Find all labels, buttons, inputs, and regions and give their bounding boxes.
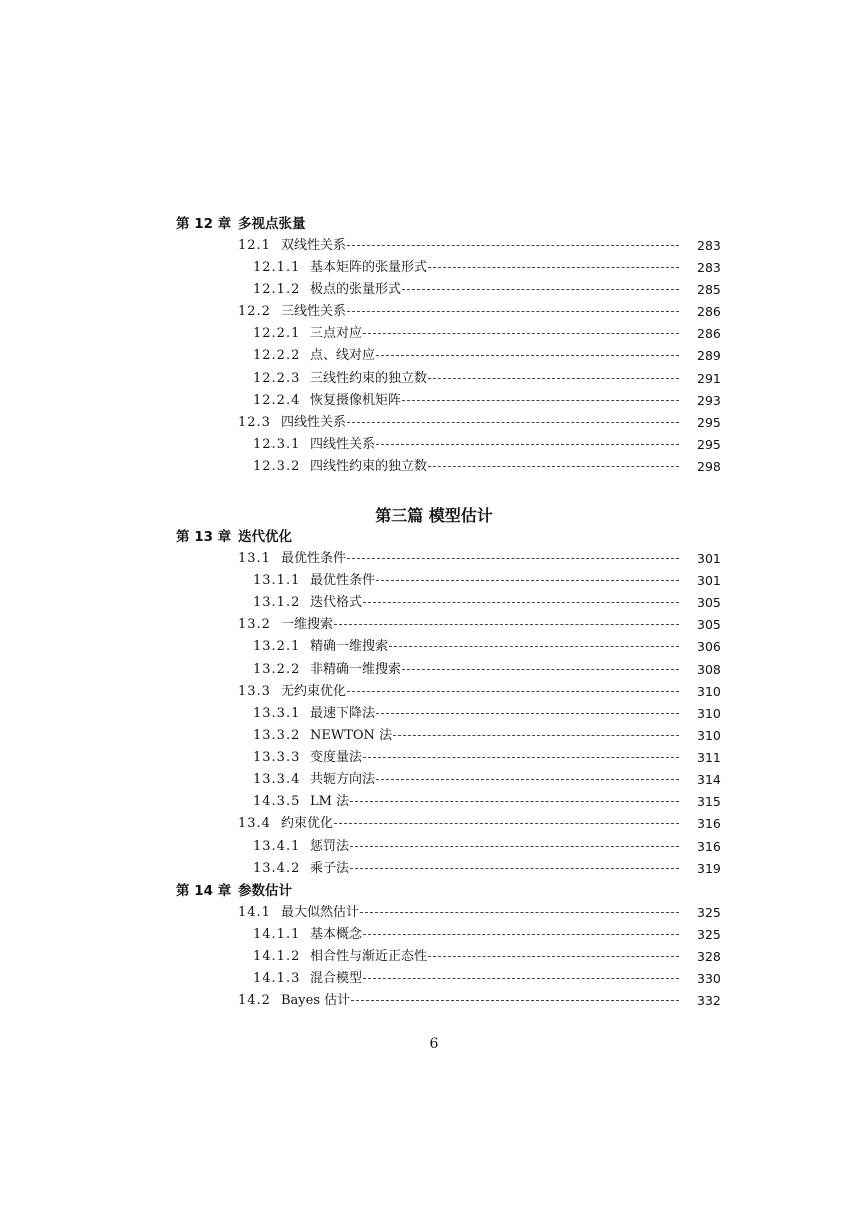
entry-title: 约束优化: [281, 816, 334, 831]
entry-title: 最速下降法: [310, 706, 376, 721]
entry-number: 13.1: [238, 551, 271, 566]
entry-page-number: 295: [697, 437, 721, 452]
subsection-entry: [253, 434, 719, 456]
entry-number: 12.2.3: [253, 371, 301, 386]
dot-leader: [376, 580, 679, 581]
subsection-entry: [253, 323, 719, 345]
entry-number: 13.2.2: [253, 662, 301, 677]
entry-title: 混合模型: [310, 971, 363, 986]
entry-page-number: 330: [697, 971, 721, 986]
chapter-title: 参数估计: [238, 883, 292, 899]
entry-title: 乘子法: [310, 861, 350, 876]
entry-page-number: 306: [697, 639, 721, 654]
dot-leader: [363, 757, 679, 758]
subsection-entry: [253, 858, 719, 880]
section-entry: [238, 614, 719, 636]
entry-page-number: 291: [697, 371, 721, 386]
entry-title: 变度量法: [310, 750, 363, 765]
dot-leader: [347, 691, 679, 692]
entry-title: 四线性约束的独立数: [310, 459, 428, 474]
entry-title: 基本矩阵的张量形式: [310, 260, 428, 275]
section-entry: [238, 902, 719, 924]
entry-number: 13.2: [238, 617, 271, 632]
entry-number: 13.3.2: [253, 728, 301, 743]
entry-page-number: 319: [697, 861, 721, 876]
dot-leader: [360, 912, 679, 913]
entry-page-number: 286: [697, 326, 721, 341]
entry-page-number: 316: [697, 839, 721, 854]
subsection-entry: [253, 968, 719, 990]
chapter-heading: [176, 213, 306, 235]
entry-page-number: 308: [697, 662, 721, 677]
dot-leader: [347, 558, 679, 559]
chapter-number: 第 12 章: [176, 216, 232, 232]
entry-number: 13.4.1: [253, 839, 301, 854]
entry-page-number: 325: [697, 927, 721, 942]
entry-number: 13.3: [238, 684, 271, 699]
entry-page-number: 310: [697, 684, 721, 699]
entry-title: 四线性关系: [310, 437, 376, 452]
part-heading: 第三篇 模型估计: [375, 506, 493, 525]
entry-title: 最优性条件: [310, 573, 376, 588]
entry-title: Bayes 估计: [281, 993, 351, 1008]
subsection-entry: [253, 570, 719, 592]
subsection-entry: [253, 345, 719, 367]
entry-number: 13.3.3: [253, 750, 301, 765]
dot-leader: [376, 713, 679, 714]
entry-page-number: 283: [697, 260, 721, 275]
entry-number: 14.1.3: [253, 971, 301, 986]
subsection-entry: [253, 592, 719, 614]
dot-leader: [428, 466, 679, 467]
dot-leader: [428, 378, 679, 379]
dot-leader: [428, 267, 679, 268]
entry-title: 双线性关系: [281, 238, 347, 253]
entry-number: 13.4.2: [253, 861, 301, 876]
entry-number: 14.2: [238, 993, 271, 1008]
entry-number: 12.1.2: [253, 282, 301, 297]
entry-number: 13.3.4: [253, 772, 301, 787]
entry-title: 一维搜索: [281, 617, 334, 632]
chapter-heading: [176, 526, 292, 548]
entry-page-number: 301: [697, 551, 721, 566]
entry-title: 四线性关系: [281, 415, 347, 430]
entry-page-number: 316: [697, 816, 721, 831]
entry-title: 极点的张量形式: [310, 282, 402, 297]
entry-number: 12.2.2: [253, 348, 301, 363]
dot-leader: [363, 602, 679, 603]
entry-title: 三线性约束的独立数: [310, 371, 428, 386]
dot-leader: [402, 289, 679, 290]
entry-page-number: 285: [697, 282, 721, 297]
dot-leader: [402, 400, 679, 401]
entry-page-number: 305: [697, 595, 721, 610]
subsection-entry: [253, 924, 719, 946]
chapter-title: 迭代优化: [238, 529, 292, 545]
subsection-entry: [253, 769, 719, 791]
entry-number: 12.1.1: [253, 260, 301, 275]
page-number: 6: [429, 1036, 439, 1052]
dot-leader: [351, 1000, 679, 1001]
entry-number: 14.1.1: [253, 927, 301, 942]
entry-page-number: 314: [697, 772, 721, 787]
entry-title: 基本概念: [310, 927, 363, 942]
entry-number: 14.3.5: [253, 794, 301, 809]
entry-number: 12.3.2: [253, 459, 301, 474]
dot-leader: [363, 333, 679, 334]
subsection-entry: [253, 946, 719, 968]
dot-leader: [347, 422, 679, 423]
entry-page-number: 315: [697, 794, 721, 809]
dot-leader: [334, 823, 679, 824]
chapter-number: 第 14 章: [176, 883, 232, 899]
section-entry: [238, 681, 719, 703]
dot-leader: [376, 355, 679, 356]
entry-number: 14.1: [238, 905, 271, 920]
subsection-entry: [253, 836, 719, 858]
entry-title: 恢复摄像机矩阵: [310, 393, 402, 408]
entry-title: 无约束优化: [281, 684, 347, 699]
entry-title: 点、线对应: [310, 348, 376, 363]
subsection-entry: [253, 659, 719, 681]
entry-page-number: 310: [697, 706, 721, 721]
chapter-heading: [176, 880, 292, 902]
entry-number: 12.2.4: [253, 393, 301, 408]
entry-title: 三点对应: [310, 326, 363, 341]
dot-leader: [376, 779, 679, 780]
dot-leader: [350, 801, 679, 802]
entry-page-number: 301: [697, 573, 721, 588]
entry-title: NEWTON 法: [310, 728, 393, 743]
entry-title: LM 法: [310, 794, 350, 809]
dot-leader: [393, 735, 679, 736]
subsection-entry: [253, 791, 719, 813]
dot-leader: [389, 646, 679, 647]
entry-page-number: 295: [697, 415, 721, 430]
section-entry: [238, 548, 719, 570]
entry-title: 惩罚法: [310, 839, 350, 854]
entry-title: 三线性关系: [281, 304, 347, 319]
subsection-entry: [253, 725, 719, 747]
subsection-entry: [253, 390, 719, 412]
section-entry: [238, 990, 719, 1012]
entry-number: 13.1.1: [253, 573, 301, 588]
entry-number: 13.3.1: [253, 706, 301, 721]
dot-leader: [334, 624, 679, 625]
dot-leader: [350, 868, 679, 869]
entry-page-number: 328: [697, 949, 721, 964]
entry-number: 13.1.2: [253, 595, 301, 610]
section-entry: [238, 235, 719, 257]
entry-title: 非精确一维搜索: [310, 662, 402, 677]
entry-title: 共轭方向法: [310, 772, 376, 787]
dot-leader: [376, 444, 679, 445]
entry-page-number: 289: [697, 348, 721, 363]
chapter-number: 第 13 章: [176, 529, 232, 545]
dot-leader: [428, 956, 679, 957]
chapter-title: 多视点张量: [238, 216, 306, 232]
entry-page-number: 305: [697, 617, 721, 632]
entry-number: 12.2: [238, 304, 271, 319]
dot-leader: [402, 669, 679, 670]
dot-leader: [363, 978, 679, 979]
subsection-entry: [253, 456, 719, 478]
subsection-entry: [253, 703, 719, 725]
entry-title: 迭代格式: [310, 595, 363, 610]
entry-page-number: 311: [697, 750, 721, 765]
entry-title: 精确一维搜索: [310, 639, 389, 654]
dot-leader: [363, 934, 679, 935]
entry-page-number: 332: [697, 993, 721, 1008]
dot-leader: [350, 846, 679, 847]
dot-leader: [347, 311, 679, 312]
entry-page-number: 298: [697, 459, 721, 474]
subsection-entry: [253, 368, 719, 390]
entry-number: 12.1: [238, 238, 271, 253]
entry-title: 相合性与渐近正态性: [310, 949, 428, 964]
dot-leader: [347, 245, 679, 246]
entry-number: 13.2.1: [253, 639, 301, 654]
entry-number: 14.1.2: [253, 949, 301, 964]
subsection-entry: [253, 257, 719, 279]
entry-title: 最大似然估计: [281, 905, 360, 920]
entry-page-number: 293: [697, 393, 721, 408]
entry-page-number: 283: [697, 238, 721, 253]
section-entry: [238, 813, 719, 835]
entry-page-number: 310: [697, 728, 721, 743]
entry-number: 13.4: [238, 816, 271, 831]
entry-number: 12.3.1: [253, 437, 301, 452]
entry-number: 12.3: [238, 415, 271, 430]
entry-page-number: 325: [697, 905, 721, 920]
subsection-entry: [253, 636, 719, 658]
section-entry: [238, 412, 719, 434]
section-entry: [238, 301, 719, 323]
entry-page-number: 286: [697, 304, 721, 319]
subsection-entry: [253, 279, 719, 301]
subsection-entry: [253, 747, 719, 769]
entry-title: 最优性条件: [281, 551, 347, 566]
entry-number: 12.2.1: [253, 326, 301, 341]
